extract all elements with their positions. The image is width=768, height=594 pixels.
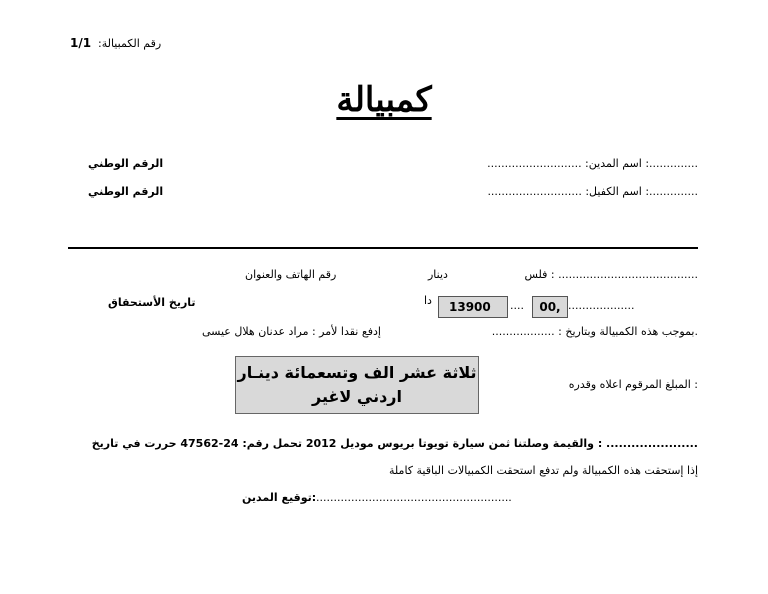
page-title: كمبيالة — [336, 80, 432, 120]
fils-value-box: 00, — [532, 296, 568, 318]
amount-label: : المبلغ المرقوم اعلاه وقدره — [568, 378, 698, 391]
fils-field: ........................................ : فلس — [524, 268, 698, 281]
amount-in-words: ثلاثة عشر الف وتسعمائة دينـار اردني لاغير — [235, 356, 479, 414]
dinar-value-box: 13900 — [438, 296, 508, 318]
guarantor-name-field: ..............: اسم الكفيل: ........................... — [487, 185, 698, 198]
debtor-name-field: ..............: اسم المدين: ........................... — [487, 157, 698, 170]
partial-text: دا — [424, 294, 432, 307]
separator-line — [68, 247, 698, 249]
pay-to-text: إدفع نقدا لأمر : مراد عدنان هلال عيسى — [202, 325, 381, 338]
due-date-label: تاريخ الأستحقاق — [108, 296, 196, 309]
phone-address-label: رقم الهاتف والعنوان — [245, 268, 337, 281]
signature-dots: ........................................................ — [316, 491, 512, 504]
debtor-national-id-label: الرقم الوطني — [88, 157, 164, 170]
bill-date-field: .بموجب هذه الكمبيالة وبتاريخ : .................. — [491, 325, 698, 338]
dots-between: .... — [510, 299, 524, 312]
bill-number-label: رقم الكمبيالة: — [98, 37, 162, 50]
default-clause: إذا إستحقت هذه الكمبيالة ولم تدفع استحقت الكمبيالات الباقية كاملة — [389, 464, 698, 477]
signature-label: :توقيع المدين — [242, 491, 317, 504]
value-received-text: ...................... : والقيمة وصلتنا ثمن سيارة تويوتا بريوس موديل 2012 تحمل رقم: 24-47562 حررت في تاريخ — [91, 437, 698, 450]
guarantor-national-id-label: الرقم الوطني — [88, 185, 164, 198]
bill-number-value: 1/1 — [70, 36, 92, 50]
due-dots: ................... — [568, 299, 635, 312]
dinar-label: دينار — [428, 268, 448, 281]
